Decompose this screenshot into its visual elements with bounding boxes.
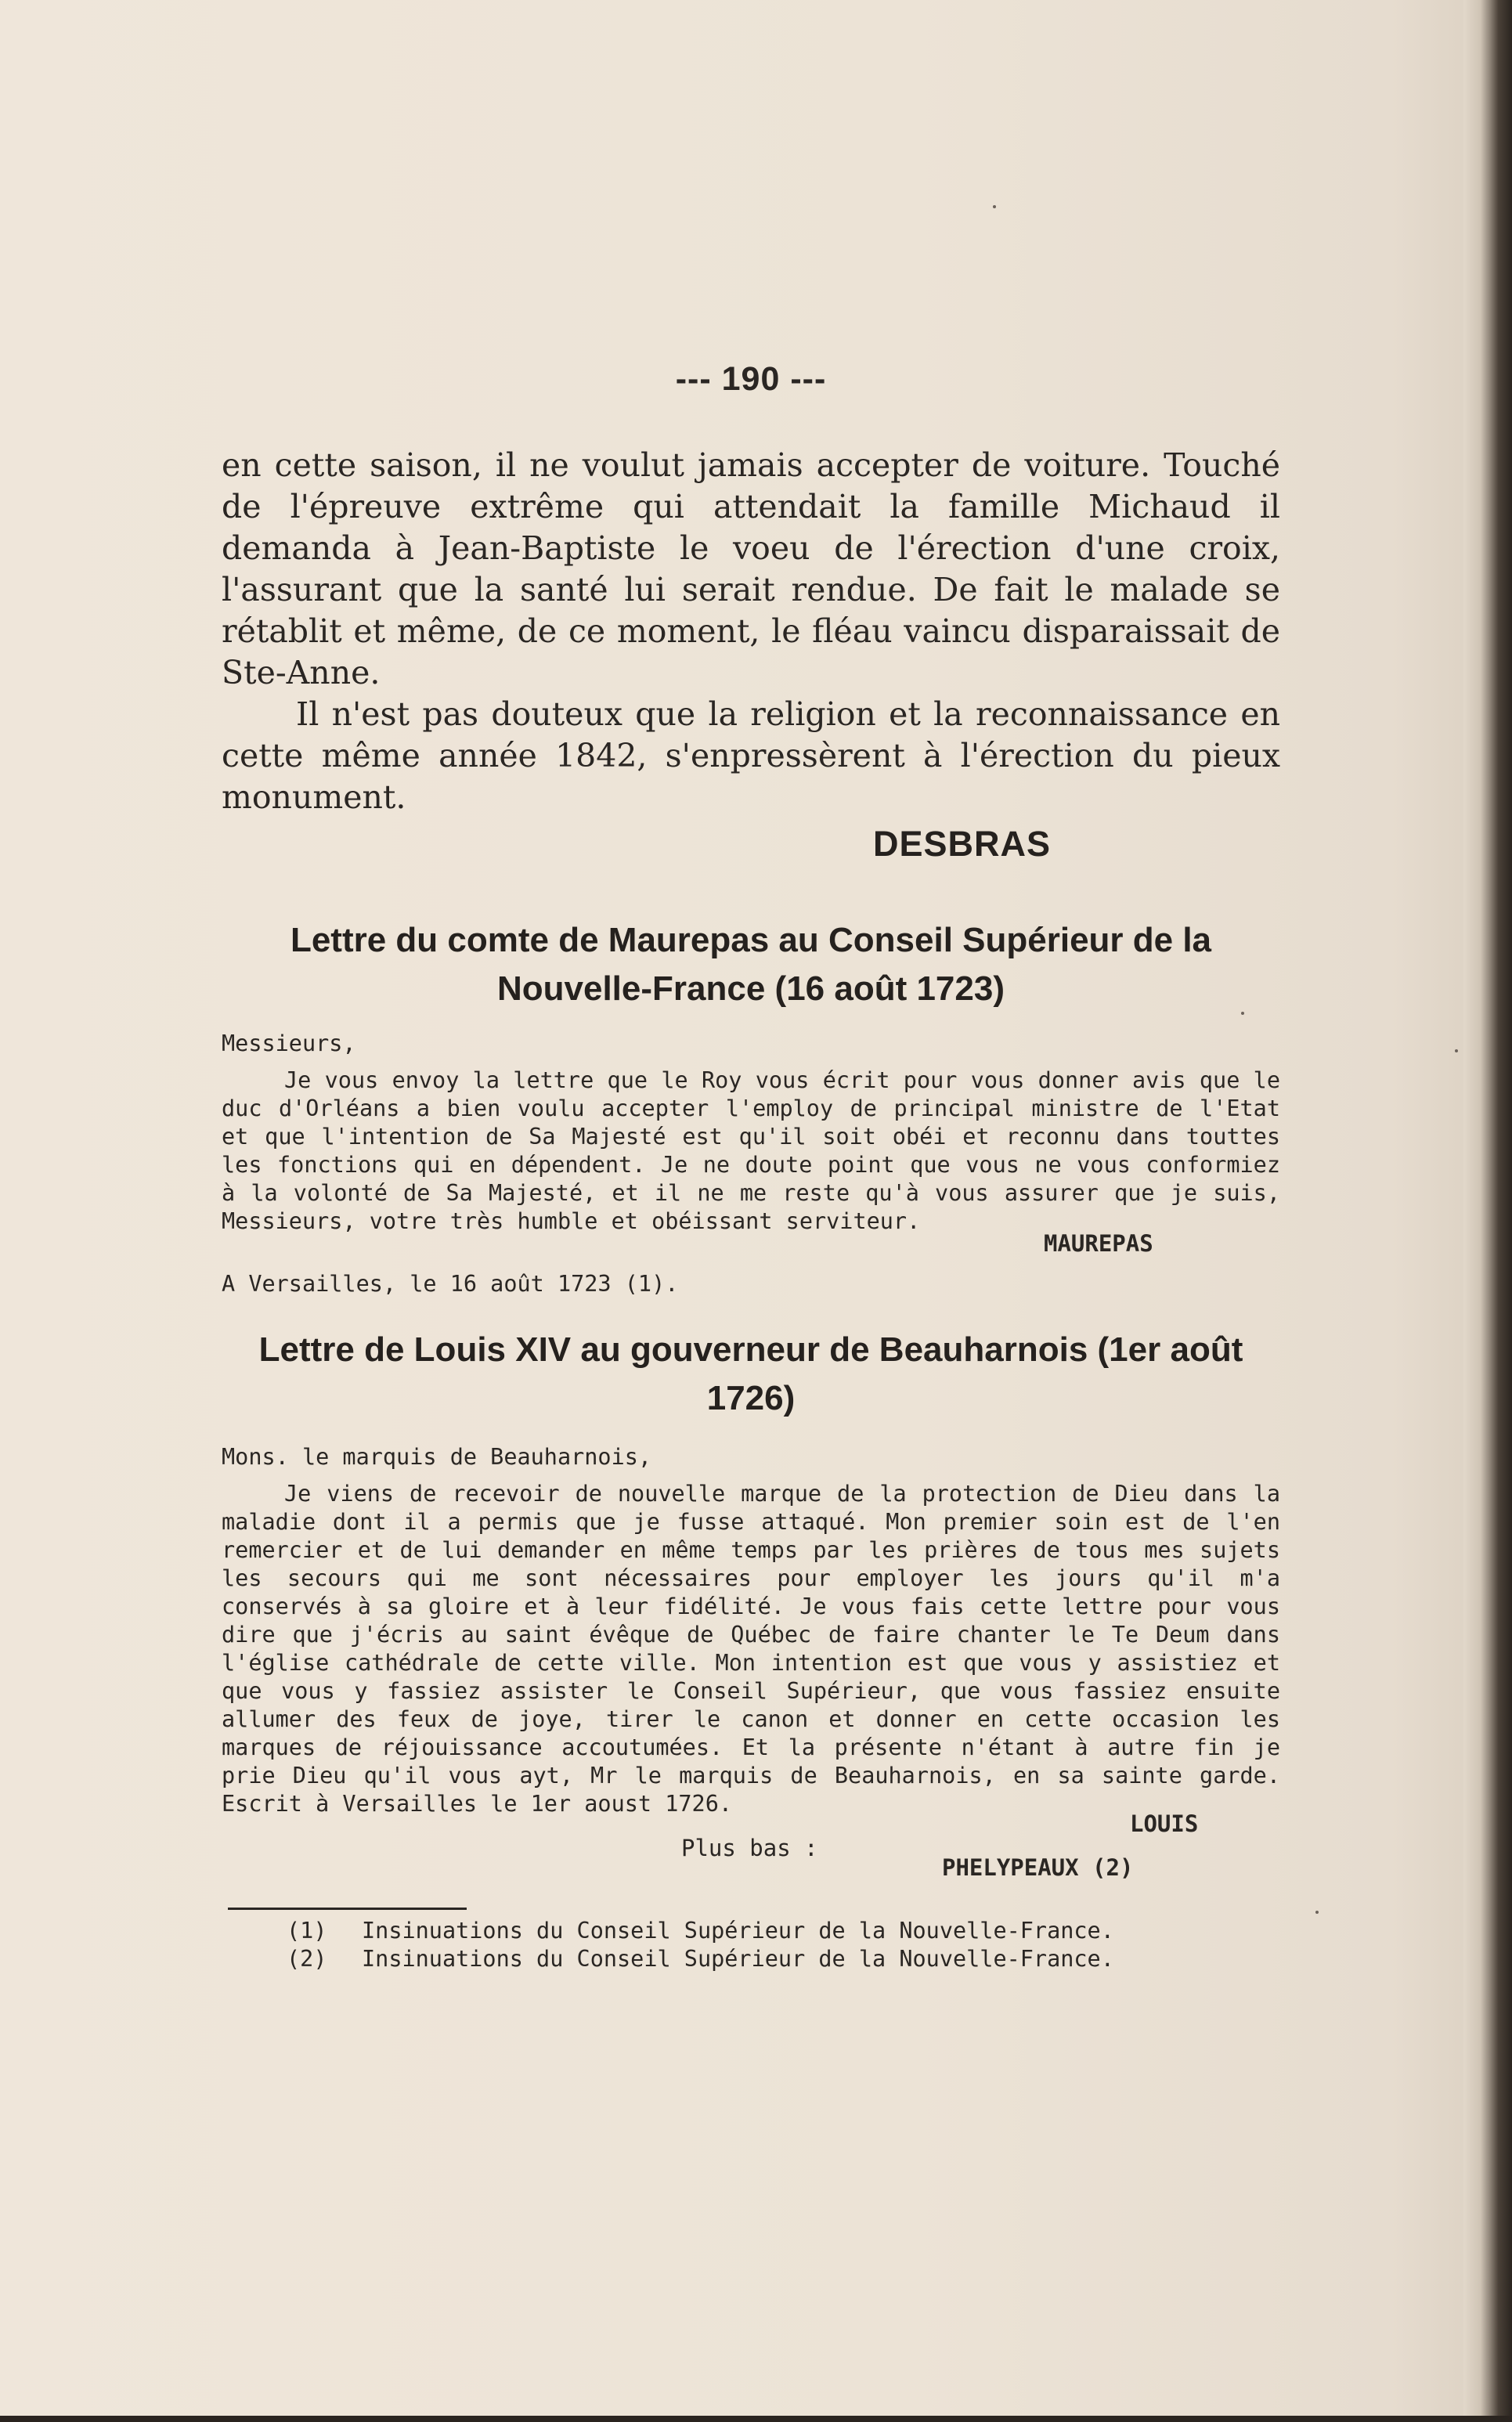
letter1-body-text: Je vous envoy la lettre que le Roy vous écrit pour vous donner avis que le duc d'Orléans a bien voulu accepter l'employ de principal ministre de l'Etat et que l'intention de Sa Majesté est qu'il soit obéi et reconnu dans touttes les fonctions qui en dépendent. Je ne doute point que vous ne vous conformiez à la volonté de Sa Majesté, et il ne me reste qu'à vous assurer que je suis, Messieurs, votre très humble et obéissant serviteur. — [222, 1067, 1280, 1234]
letter2-countersignature: PHELYPEAUX (2) — [942, 1854, 1134, 1881]
letter2-plus-bas: Plus bas : — [681, 1835, 818, 1861]
footnote-item — [222, 1945, 1280, 1973]
letter2-signature: LOUIS — [1130, 1810, 1199, 1837]
paper-speck — [993, 205, 996, 208]
letter2-title: Lettre de Louis XIV au gouverneur de Beauharnois (1er août 1726) — [258, 1330, 1243, 1417]
footnote-item — [222, 1917, 1280, 1945]
intro-paragraph: Il n'est pas douteux que la religion et la reconnaissance en cette même année 1842, s'enpressèrent à l'érection du pieux monument. — [222, 695, 1280, 816]
intro-signature: DESBRAS — [873, 824, 1052, 864]
footnote-divider — [228, 1908, 467, 1910]
letter1-body — [222, 1067, 1280, 1236]
footnote-number: (1) — [287, 1918, 327, 1944]
letter1-signature: MAUREPAS — [1044, 1230, 1153, 1257]
letter1-salutation: Messieurs, — [222, 1031, 356, 1056]
letter2-body — [222, 1480, 1280, 1818]
footnote-text: Insinuations du Conseil Supérieur de la Nouvelle-France. — [362, 1918, 1114, 1944]
footnote-number: (2) — [287, 1946, 327, 1972]
letter1-title: Lettre du comte de Maurepas au Conseil Supérieur de la Nouvelle-France (16 août 1723) — [290, 921, 1212, 1008]
footnote-text: Insinuations du Conseil Supérieur de la Nouvelle-France. — [362, 1946, 1114, 1972]
footnotes — [222, 1917, 1280, 1973]
letter2-body-text: Je viens de recevoir de nouvelle marque de la protection de Dieu dans la maladie dont il a permis que je fusse attaqué. Mon premier soin est de l'en remercier et de lui demander en même temps par les prières de tous mes sujets les secours qui me sont nécessaires pour employer les jours qu'il m'a conservés à sa gloire et à leur fidélité. Je vous fais cette lettre pour vous dire que j'écris au saint évêque de Québec de faire chanter le Te Deum dans l'église cathédrale de cette ville. Mon intention est que vous y assistiez et que vous y fassiez assister le Conseil Supérieur, que vous fassiez ensuite allumer des feux de joye, tirer le canon et donner en cette occasion les marques de réjouissance accoutumées. Et la présente n'étant à autre fin je prie Dieu qu'il vous ayt, Mr le marquis de Beauharnois, en sa sainte garde. Escrit à Versailles le 1er aoust 1726. — [222, 1481, 1280, 1817]
page-number: --- 190 --- — [675, 360, 827, 398]
paper-speck — [1241, 1012, 1244, 1015]
paper-speck — [1455, 1049, 1458, 1052]
intro-paragraph: en cette saison, il ne voulut jamais accepter de voiture. Touché de l'épreuve extrême qui attendait la famille Michaud il demanda à Jean-Baptiste le voeu de l'érection d'une croix, l'assurant que la santé lui serait rendue. De fait le malade se rétablit et même, de ce moment, le fléau vaincu disparaissait de Ste-Anne. — [222, 446, 1280, 691]
intro-text — [222, 445, 1280, 818]
book-gutter-edge — [1463, 0, 1512, 2422]
letter2-salutation: Mons. le marquis de Beauharnois, — [222, 1444, 652, 1470]
paper-speck — [1315, 1911, 1319, 1914]
letter1-date-line: A Versailles, le 16 août 1723 (1). — [222, 1271, 679, 1297]
page-bottom-edge — [0, 2416, 1512, 2422]
